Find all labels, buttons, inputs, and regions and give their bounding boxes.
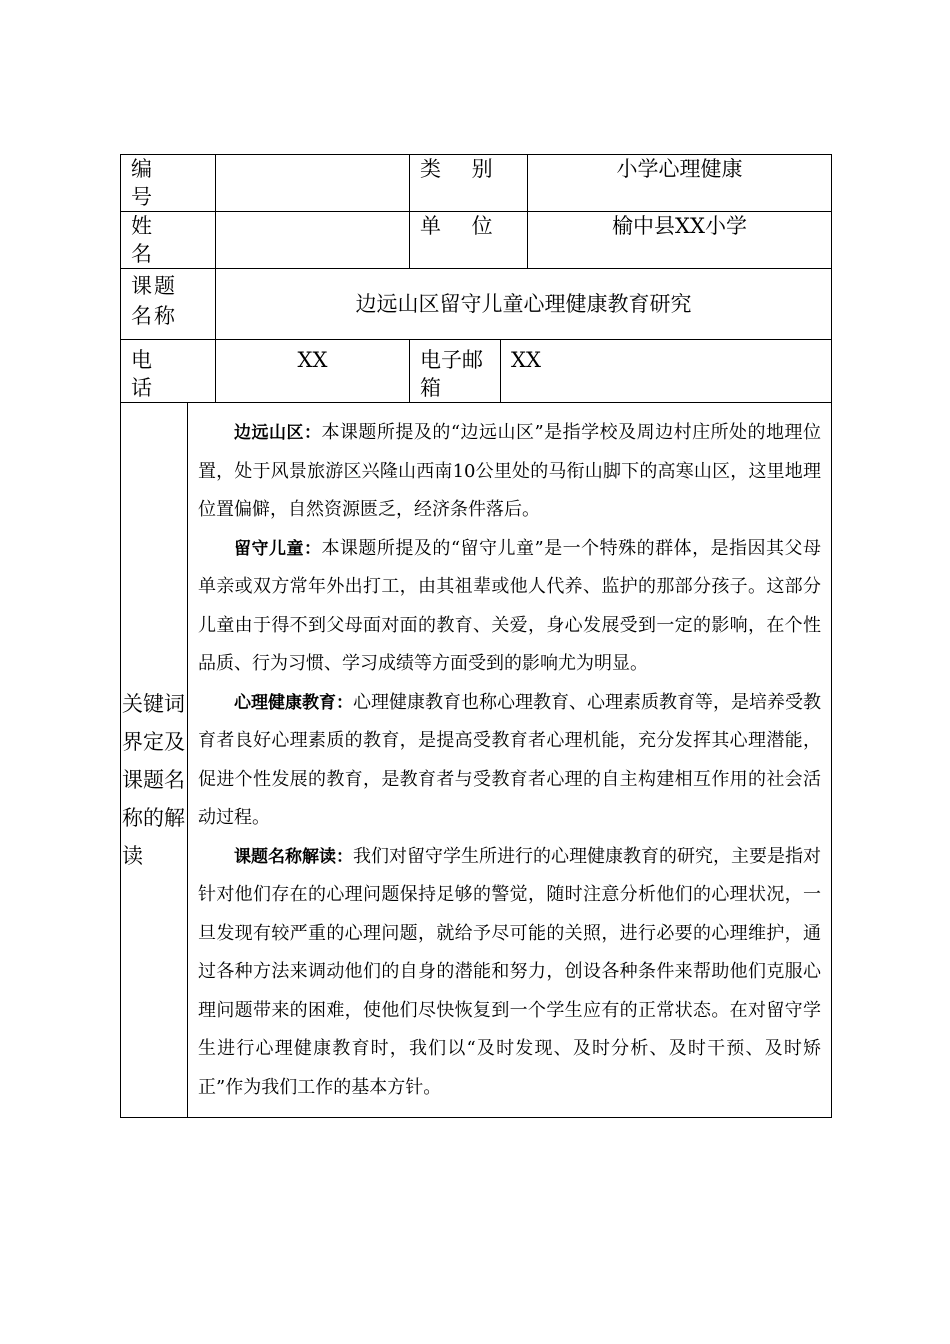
number-label: 编 号 (121, 155, 216, 212)
term-mental-health-education: 心理健康教育： (234, 692, 353, 713)
category-value: 小学心理健康 (528, 155, 832, 212)
name-value (216, 212, 410, 269)
text-remote-area: 本课题所提及的“边远山区”是指学校及周边村庄所处的地理位置，处于风景旅游区兴隆山西南10公里处的马衔山脚下的高寒山区，这里地理位置偏僻，自然资源匮乏，经济条件落后。 (198, 422, 821, 520)
unit-value: 榆中县XX小学 (528, 212, 832, 269)
paragraph-topic-interpretation (198, 838, 821, 1108)
keywords-content (188, 403, 832, 1118)
unit-label: 单 位 (410, 212, 528, 269)
form-row-keywords (121, 403, 832, 1118)
category-label: 类 别 (410, 155, 528, 212)
paragraph-mental-health-education (198, 684, 821, 838)
application-form-table (120, 154, 832, 1118)
term-topic-interpretation: 课题名称解读： (234, 846, 353, 867)
number-value (216, 155, 410, 212)
phone-value: XX (216, 340, 410, 403)
phone-label: 电 话 (121, 340, 216, 403)
name-label: 姓 名 (121, 212, 216, 269)
text-left-behind-children: 本课题所提及的“留守儿童”是一个特殊的群体，是指因其父母单亲或双方常年外出打工，由其祖辈或他人代养、监护的那部分孩子。这部分儿童由于得不到父母面对面的教育、关爱，身心发展受到一定的影响，在个性品质、行为习惯、学习成绩等方面受到的影响尤为明显。 (198, 537, 821, 674)
term-remote-area: 边远山区： (234, 423, 322, 443)
email-value: XX (501, 340, 832, 403)
form-row-topic (121, 269, 832, 340)
email-label: 电子邮箱 (410, 340, 501, 403)
form-row-number (121, 155, 832, 212)
paragraph-remote-area (198, 414, 821, 530)
text-mental-health-education: 心理健康教育也称心理教育、心理素质教育等，是培养受教育者良好心理素质的教育，是提高受教育者心理机能，充分发挥其心理潜能，促进个性发展的教育，是教育者与受教育者心理的自主构建相互作用的社会活动过程。 (198, 691, 821, 828)
paragraph-left-behind-children (198, 530, 821, 684)
form-row-name (121, 212, 832, 269)
text-topic-interpretation: 我们对留守学生所进行的心理健康教育的研究，主要是指对针对他们存在的心理问题保持足够的警觉，随时注意分析他们的心理状况，一旦发现有较严重的心理问题，就给予尽可能的关照，进行必要的心理维护，通过各种方法来调动他们的自身的潜能和努力，创设各种条件来帮助他们克服心理问题带来的困难，使他们尽快恢复到一个学生应有的正常状态。在对留守学生进行心理健康教育时，我们以“及时发现、及时分析、及时干预、及时矫正”作为我们工作的基本方针。 (198, 845, 821, 1098)
term-left-behind-children: 留守儿童： (234, 538, 322, 559)
form-row-contact (121, 340, 832, 403)
topic-value: 边远山区留守儿童心理健康教育研究 (216, 269, 832, 340)
keywords-label: 关键词界定及课题名称的解读 (121, 403, 188, 1118)
topic-label: 课题名称 (121, 269, 216, 340)
